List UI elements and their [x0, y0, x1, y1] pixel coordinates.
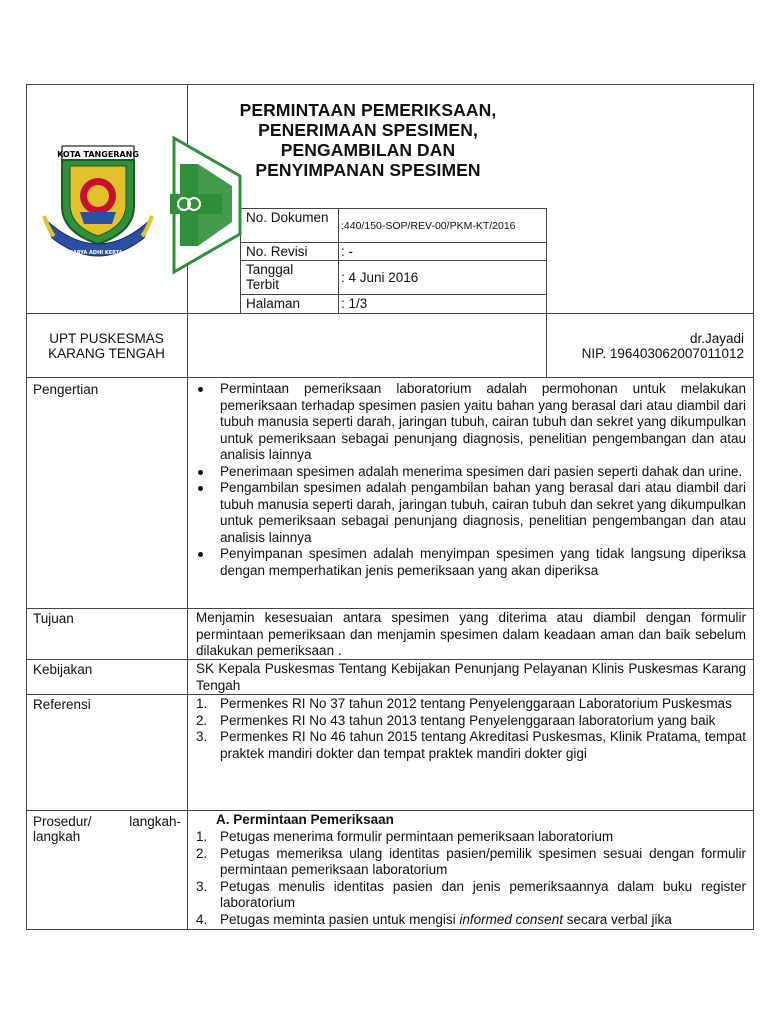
meta-label-tanggal-terbit: Tanggal Terbit	[246, 262, 294, 292]
title-line-2: PENERIMAAN SPESIMEN,	[258, 120, 478, 140]
label-prosedur-line-1: Prosedur/ langkah-	[33, 814, 181, 829]
label-pengertian: Pengertian	[33, 382, 99, 397]
pengertian-item: Permintaan pemeriksaan laboratorium adalah permohonan untuk melakukan pemeriksaan terhadap spesimen pasien yaitu bahan yang berasal dari atau diambil dari tubuh manusia seperti darah, jaringan tubuh, cairan tubuh dan sekret yang dikumpulkan untuk pemeriksaan sebagai penunjang diagnosis, penelitian pengembangan dan atau analisis lainnya	[190, 381, 746, 464]
signer-nip: NIP. 196403062007011012	[581, 346, 744, 361]
meta-value-no-revisi: : -	[341, 244, 353, 259]
meta-label-halaman: Halaman	[246, 296, 301, 311]
meta-value-halaman: : 1/3	[341, 296, 368, 311]
prosedur-item: 4. Petugas meminta pasien untuk mengisi informed consent secara verbal jika	[196, 911, 672, 927]
referensi-item: 2. Permenkes RI No 43 tahun 2013 tentang Penyelenggaraan laboratorium yang baik	[196, 712, 716, 728]
unit-name-line-1: UPT PUSKESMAS	[49, 331, 164, 346]
rule-meta-right	[546, 208, 547, 313]
meta-label-no-dokumen: No. Dokumen	[246, 210, 329, 225]
meta-value-no-dokumen: :440/150-SOP/REV-00/PKM-KT/2016	[341, 220, 516, 232]
prosedur-list	[190, 829, 746, 928]
pengertian-list	[190, 381, 746, 579]
prosedur-item: 3. Petugas menulis identitas pasien dan jenis pemeriksaannya dalam buku register laboratorium	[196, 878, 746, 910]
pengertian-item: Penerimaan spesimen adalah menerima spesimen dari pasien seperti dahak dan urine.	[190, 464, 746, 481]
prosedur-item: 1. Petugas menerima formulir permintaan pemeriksaan laboratorium	[196, 829, 614, 844]
kebijakan-text: SK Kepala Puskesmas Tentang Kebijakan Penunjang Pelayanan Klinis Puskesmas Karang Tengah	[196, 661, 746, 693]
rule-meta-row3	[240, 294, 546, 295]
tujuan-text: Menjamin kesesuaian antara spesimen yang diterima atau diambil dengan formulir permintaan pemeriksaan dan menjamin spesimen dalam keadaan aman dan baik sebelum dilakukan pemeriksaan .	[196, 610, 746, 658]
label-kebijakan: Kebijakan	[33, 662, 93, 677]
rule-referensi-bottom	[26, 810, 754, 811]
rule-pengertian-bottom	[26, 608, 754, 609]
rule-meta-row1	[240, 242, 546, 243]
rule-meta-row2	[240, 260, 546, 261]
referensi-item: 3. Permenkes RI No 46 tahun 2015 tentang Akreditasi Puskesmas, Klinik Pratama, tempat praktek mandiri dokter dan tempat praktek mandiri dokter gigi	[196, 729, 746, 761]
signer-name: dr.Jayadi	[689, 331, 744, 346]
rule-kebijakan-bottom	[26, 694, 754, 695]
rule-unit-bottom	[26, 377, 754, 378]
rule-header-bottom	[26, 313, 754, 314]
title-line-1: PERMINTAAN PEMERIKSAAN,	[239, 100, 497, 120]
meta-label-no-revisi: No. Revisi	[246, 244, 308, 259]
prosedur-item: 2. Petugas memeriksa ulang identitas pasien/pemilik spesimen sesuai dengan formulir permintaan pemeriksaan laboratorium	[196, 845, 746, 877]
label-prosedur-line-2: langkah	[33, 829, 81, 844]
title-line-3: PENGAMBILAN DAN	[280, 140, 456, 160]
label-referensi: Referensi	[33, 697, 91, 712]
label-prosedur	[33, 814, 181, 844]
title-line-4: PENYIMPANAN SPESIMEN	[255, 160, 481, 180]
svg-text:KOTA TANGERANG: KOTA TANGERANG	[57, 150, 139, 159]
meta-value-tanggal-terbit: : 4 Juni 2016	[341, 270, 419, 285]
pengertian-item: Penyimpanan spesimen adalah menyimpan spesimen yang tidak langsung diperiksa dengan memperhatikan jenis pemeriksaan yang akan diperiksa	[190, 546, 746, 579]
rule-meta-top	[240, 208, 546, 209]
referensi-list	[190, 696, 746, 762]
unit-name	[26, 331, 187, 361]
label-tujuan: Tujuan	[33, 611, 74, 626]
pengertian-item: Pengambilan spesimen adalah pengambilan bahan yang berasal dari atau diambil dari tubuh manusia seperti darah, jaringan tubuh, cairan tubuh dan sekret yang dikumpulkan untuk pemeriksaan sebagai penunjang diagnosis, penelitian pengembangan dan atau analisis lainnya	[190, 480, 746, 546]
svg-text:BHAKTI KARYA ADHI KERTA RAHARJ: BHAKTI KARYA ADHI KERTA RAHARJA	[46, 250, 150, 256]
document-title	[200, 100, 536, 180]
referensi-item: 1. Permenkes RI No 37 tahun 2012 tentang Penyelenggaraan Laboratorium Puskesmas	[196, 696, 732, 711]
unit-name-line-2: KARANG TENGAH	[48, 346, 165, 361]
kota-tangerang-logo	[40, 140, 156, 262]
prosedur-subheading: A. Permintaan Pemeriksaan	[216, 812, 394, 827]
signer-block	[547, 331, 744, 361]
